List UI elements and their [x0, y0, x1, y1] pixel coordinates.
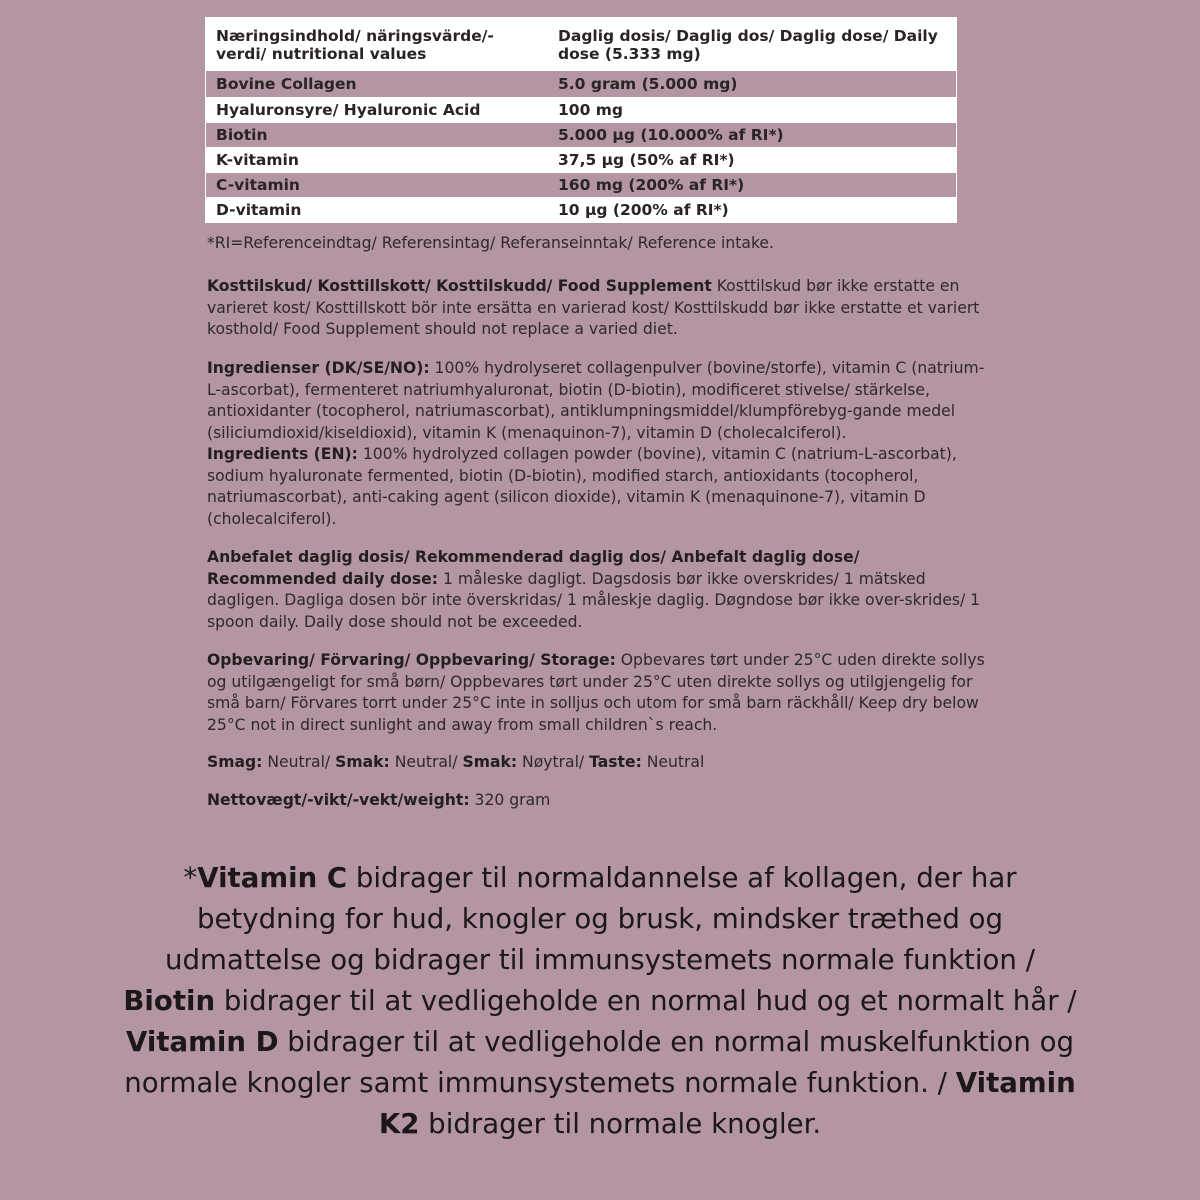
taste-value-se: Neutral/ — [389, 753, 463, 771]
vitamin-d-label: Vitamin D — [126, 1025, 279, 1058]
daily-dose-paragraph — [207, 547, 992, 633]
nutrient-name: Biotin — [206, 123, 549, 148]
table-header-row — [206, 18, 957, 71]
table-row — [206, 173, 957, 198]
nutrition-table — [205, 17, 957, 223]
table-row — [206, 198, 957, 223]
health-claims — [120, 857, 1080, 1144]
daily-dose-label: Anbefalet daglig dosis/ Rekommenderad daglig dos/ Anbefalt daglig dose/ Recommended daily dose: — [207, 548, 860, 588]
ingredients-dk-label: Ingredienser (DK/SE/NO): — [207, 359, 430, 377]
taste-line — [207, 752, 992, 774]
taste-label-dk: Smag: — [207, 753, 263, 771]
vitamin-k2-claim: bidrager til normale knogler. — [419, 1107, 822, 1140]
nutrient-name: K-vitamin — [206, 148, 549, 173]
storage-text: Opbevares tørt under 25°C uden direkte sollys og utilgængeligt for små børn/ Oppbevares tørt under 25°C uten direkte sollys og utilgjengelig for små barn/ Förvares torrt under 25°C inte in solljus och utom for små barn räckhåll/ Keep dry below 25°C not in direct sunlight and away from small children`s reach. — [207, 651, 985, 734]
food-supplement-paragraph — [207, 276, 992, 341]
net-weight-value: 320 gram — [469, 791, 551, 809]
taste-label-en: Taste: — [589, 753, 642, 771]
taste-value-en: Neutral — [641, 753, 705, 771]
header-nutritional-values: Næringsindhold/ näringsvärde/-verdi/ nutritional values — [206, 18, 549, 71]
nutrient-value: 5.0 gram (5.000 mg) — [548, 71, 957, 98]
taste-label-se: Smak: — [335, 753, 390, 771]
vitamin-c-claim: bidrager til normaldannelse af kollagen, der har betydning for hud, knogler og brusk, mindsker træthed og udmattelse og bidrager til immunsystemets normale funktion / — [165, 861, 1035, 976]
net-weight-label: Nettovægt/-vikt/-vekt/weight: — [207, 791, 470, 809]
net-weight-line — [207, 790, 992, 812]
vitamin-d-claim: bidrager til at vedligeholde en normal muskelfunktion og normale knogler samt immunsystemets normale funktion. / — [124, 1025, 1074, 1099]
nutrient-value: 37,5 µg (50% af RI*) — [548, 148, 957, 173]
table-row — [206, 98, 957, 123]
nutrient-name: D-vitamin — [206, 198, 549, 223]
vitamin-k2-label: Vitamin K2 — [378, 1066, 1076, 1140]
ingredients-en-label: Ingredients (EN): — [207, 445, 358, 463]
nutrient-name: Hyaluronsyre/ Hyaluronic Acid — [206, 98, 549, 123]
nutrient-value: 160 mg (200% af RI*) — [548, 173, 957, 198]
ingredients-dk-text: 100% hydrolyseret collagenpulver (bovine/storfe), vitamin C (natrium-L-ascorbat), fermenteret natriumhyaluronat, biotin (D-biotin), modificeret stivelse/ stärkelse, antioxidanter (tocopherol, natriumascorbat), antiklumpningsmiddel/klumpförebyg-gande medel (siliciumdioxid/kiseldioxid), vitamin K (menaquinon-7), vitamin D (cholecalciferol). — [207, 359, 985, 442]
daily-dose-text: 1 måleske dagligt. Dagsdosis bør ikke overskrides/ 1 mätsked dagligen. Dagliga dosen bör inte överskridas/ 1 måleskje daglig. Døgndose bør ikke over-skrides/ 1 spoon daily. Daily dose should not be exceeded. — [207, 569, 981, 631]
table-row — [206, 148, 957, 173]
biotin-label: Biotin — [123, 984, 216, 1017]
food-supplement-text: Kosttilskud bør ikke erstatte en varieret kost/ Kosttillskott bör inte ersätta en varierad kost/ Kosttilskudd bør ikke erstatte et variert kosthold/ Food Supplement should not replace a varied diet. — [207, 277, 980, 338]
nutrient-name: C-vitamin — [206, 173, 549, 198]
nutrient-name: Bovine Collagen — [206, 71, 549, 98]
nutrient-value: 5.000 µg (10.000% af RI*) — [548, 123, 957, 148]
nutrient-value: 10 µg (200% af RI*) — [548, 198, 957, 223]
nutrient-value: 100 mg — [548, 98, 957, 123]
ingredients-paragraph — [207, 358, 992, 530]
header-daily-dose: Daglig dosis/ Daglig dos/ Daglig dose/ Daily dose (5.333 mg) — [548, 18, 957, 71]
storage-paragraph — [207, 650, 992, 736]
ingredients-en-text: 100% hydrolyzed collagen powder (bovine), vitamin C (natrium-L-ascorbat), sodium hyaluronate fermented, biotin (D-biotin), modified starch, antioxidants (tocopherol, natriumascorbat), anti-caking agent (silicon dioxide), vitamin K (menaquinone-7), vitamin D (cholecalciferol). — [207, 445, 957, 528]
food-supplement-label: Kosttilskud/ Kosttillskott/ Kosttilskudd/ Food Supplement — [207, 277, 712, 295]
taste-value-dk: Neutral/ — [262, 753, 336, 771]
taste-label-no: Smak: — [462, 753, 518, 771]
storage-label: Opbevaring/ Förvaring/ Oppbevaring/ Storage: — [207, 651, 616, 669]
claims-asterisk: * — [183, 861, 198, 894]
taste-value-no: Nøytral/ — [517, 753, 590, 771]
table-row — [206, 71, 957, 98]
reference-intake-note: *RI=Referenceindtag/ Referensintag/ Referanseinntak/ Reference intake. — [207, 234, 774, 252]
vitamin-c-label: Vitamin C — [197, 861, 348, 894]
biotin-claim: bidrager til at vedligeholde en normal hud og et normalt hår / — [215, 984, 1077, 1017]
table-row — [206, 123, 957, 148]
